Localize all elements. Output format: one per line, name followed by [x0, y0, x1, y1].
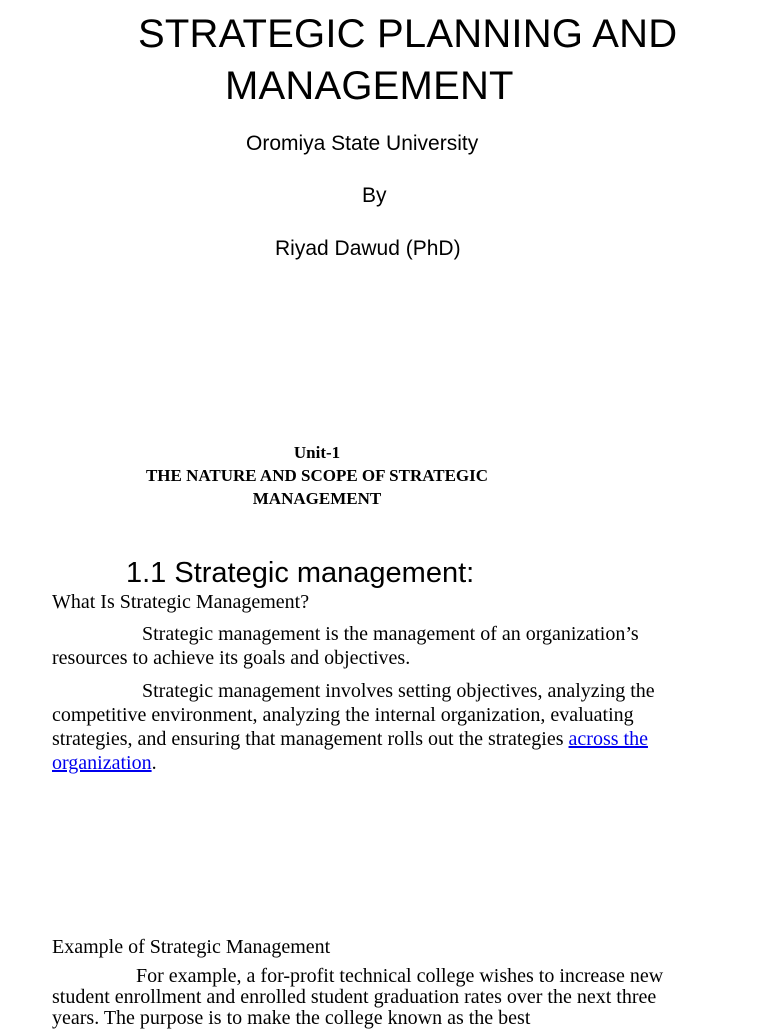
- paragraph-definition: Strategic management is the management of an organization’s resources to achieve its goals and objectives.: [52, 623, 639, 669]
- document-title-line-1: STRATEGIC PLANNING AND: [138, 12, 678, 56]
- paragraph-involves: [52, 679, 702, 775]
- unit-heading-line-1: THE NATURE AND SCOPE OF STRATEGIC: [145, 466, 489, 485]
- by-label: By: [362, 184, 387, 207]
- section-question: What Is Strategic Management?: [52, 591, 310, 613]
- across-organization-link[interactable]: across the organization: [52, 728, 648, 774]
- unit-heading-line-2: MANAGEMENT: [252, 489, 382, 508]
- example-paragraph: For example, a for-profit technical college wishes to increase new student enrollment and enrolled student graduation rates over the next three years. The purpose is to make the college known as the best: [52, 965, 664, 1029]
- unit-label: Unit-1: [293, 443, 341, 462]
- university-name: Oromiya State University: [246, 132, 479, 155]
- example-heading: Example of Strategic Management: [52, 936, 331, 958]
- paragraph-involves-text: Strategic management involves setting objectives, analyzing the competitive environment, analyzing the internal organization, evaluating strategies, and ensuring that management rolls out the strategies: [52, 680, 655, 750]
- author-name: Riyad Dawud (PhD): [275, 237, 461, 260]
- document-title-line-2: MANAGEMENT: [225, 64, 514, 108]
- section-heading: 1.1 Strategic management:: [126, 557, 475, 589]
- paragraph-involves-end: .: [151, 752, 157, 774]
